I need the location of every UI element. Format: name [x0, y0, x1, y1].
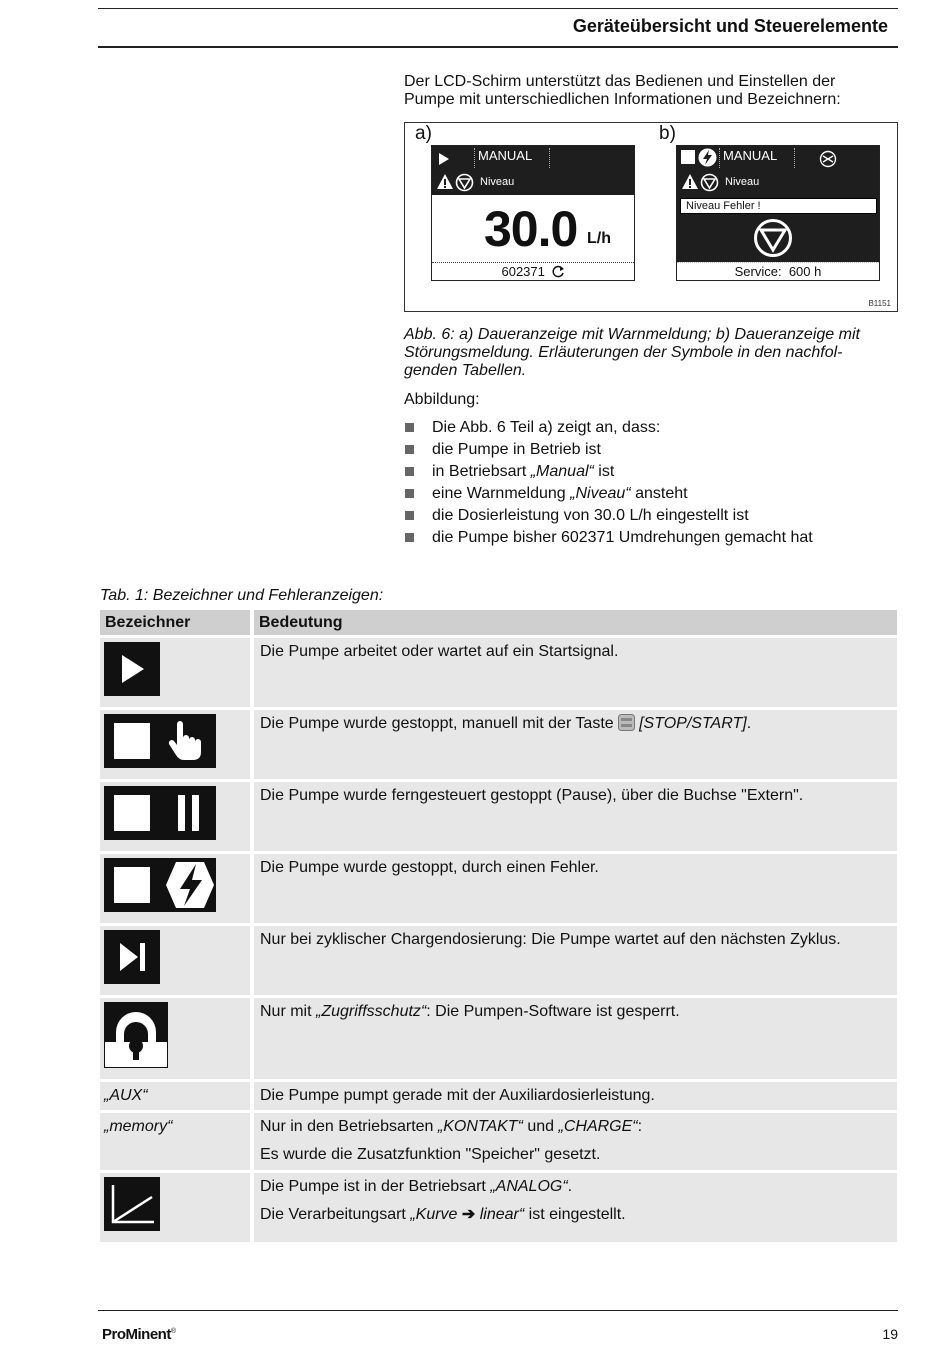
abbildung-label: Abbildung: — [404, 391, 480, 408]
lcd-b-mode: MANUAL — [723, 148, 778, 163]
stop-icon — [681, 150, 695, 164]
lcd-b-service-bar — [677, 262, 879, 280]
row-text: Die Pumpe pumpt gerade mit der Auxiliardosierleistung. — [254, 1082, 897, 1113]
lcd-b-error-message: Niveau Fehler ! — [680, 198, 877, 214]
analog-curve-icon — [104, 1177, 160, 1231]
row-text: Die Pumpe wurde gestoppt, durch einen Fehler. — [254, 854, 897, 926]
error-bolt-icon — [698, 148, 717, 167]
lcd-a-mode: MANUAL — [478, 148, 533, 163]
list-item: in Betriebsart „Manual“ ist — [404, 462, 884, 484]
warning-icon — [436, 173, 454, 190]
list-item: die Pumpe in Betrieb ist — [404, 440, 884, 462]
table-row: „memory“ Nur in den Betriebsarten „KONTAKT“ und „CHARGE“: Es wurde die Zusatzfunktion "Speicher" gesetzt. — [100, 1113, 897, 1173]
table-header-row — [100, 610, 897, 638]
row-text: Die Pumpe wurde ferngesteuert gestoppt (Pause), über die Buchse "Extern". — [254, 782, 897, 854]
row-label-aux: „AUX“ — [104, 1087, 148, 1104]
skip-icon — [104, 930, 160, 984]
level-error-icon — [753, 218, 793, 258]
figure-label-b: b) — [659, 123, 676, 144]
warning-icon — [681, 173, 699, 190]
row-text: Die Pumpe arbeitet oder wartet auf ein Startsignal. — [254, 638, 897, 710]
figure-code: B1151 — [868, 299, 891, 308]
stop-error-icon — [104, 858, 216, 912]
lcd-b-warning: Niveau — [725, 176, 760, 188]
lcd-b-status-bar — [677, 146, 879, 195]
column-header-bedeutung: Bedeutung — [254, 610, 897, 638]
symbols-table — [100, 610, 897, 1245]
flow-meter-icon — [819, 150, 837, 168]
table-row: Die Pumpe ist in der Betriebsart „ANALOG“. Die Verarbeitungsart „Kurve ➔ linear“ ist eingestellt. — [100, 1173, 897, 1245]
table-row: Nur mit „Zugriffsschutz“: Die Pumpen-Software ist gesperrt. — [100, 998, 897, 1082]
column-header-bezeichner: Bezeichner — [100, 610, 254, 638]
lcd-b-service: Service: 600 h — [734, 264, 822, 279]
prominent-logo: ProMinent® — [102, 1326, 176, 1343]
footer-rule — [98, 1310, 898, 1311]
figure-caption: Abb. 6: a) Daueranzeige mit Warnmeldung; b) Daueranzeige mit Störungsmeldung. Erläuterungen der Symbole in den nachfol-genden Tabellen. — [404, 326, 860, 379]
row-label-memory: „memory“ — [104, 1118, 173, 1135]
level-icon — [455, 173, 474, 192]
header-rule-top — [98, 8, 898, 9]
table-row: Die Pumpe wurde gestoppt, manuell mit der Taste [STOP/START]. — [100, 710, 897, 782]
row-text: Nur bei zyklischer Chargendosierung: Die Pumpe wartet auf den nächsten Zyklus. — [254, 926, 897, 998]
lock-icon — [104, 1002, 168, 1068]
bullet-list — [404, 418, 884, 550]
table-caption: Tab. 1: Bezeichner und Fehleranzeigen: — [100, 587, 384, 604]
play-icon — [104, 642, 160, 696]
lcd-a-status-bar — [432, 146, 634, 195]
table-row — [100, 926, 897, 998]
page-number: 19 — [882, 1326, 898, 1342]
list-item: eine Warnmeldung „Niveau“ ansteht — [404, 484, 884, 506]
header-rule-bottom — [98, 46, 898, 48]
rotation-icon — [552, 265, 565, 278]
lcd-a-value: 30.0 — [484, 201, 578, 257]
level-icon — [700, 173, 719, 192]
list-item: die Dosierleistung von 30.0 L/h eingestellt ist — [404, 506, 884, 528]
stop-pause-icon — [104, 786, 216, 840]
play-icon — [438, 152, 450, 166]
lcd-screen-a — [431, 145, 635, 281]
table-row — [100, 638, 897, 710]
stop-hand-icon — [104, 714, 216, 768]
list-item: die Pumpe bisher 602371 Umdrehungen gemacht hat — [404, 528, 884, 550]
table-row — [100, 782, 897, 854]
lcd-a-counter: 602371 — [501, 264, 545, 279]
figure-label-a: a) — [415, 123, 432, 144]
lcd-screen-b — [676, 145, 880, 281]
lcd-figure — [404, 122, 898, 312]
lcd-a-counter-bar — [432, 262, 634, 280]
table-row — [100, 1082, 897, 1113]
arrow-right-icon: ➔ — [461, 1206, 476, 1223]
table-row — [100, 854, 897, 926]
stop-start-key-icon — [618, 714, 635, 731]
list-item: Die Abb. 6 Teil a) zeigt an, dass: — [404, 418, 884, 440]
lcd-a-unit: L/h — [587, 230, 611, 247]
lcd-a-warning: Niveau — [480, 176, 515, 188]
intro-paragraph: Der LCD-Schirm unterstützt das Bedienen und Einstellen der Pumpe mit unterschiedlichen Informationen und Bezeichnern: — [404, 73, 841, 108]
page-header-title: Geräteübersicht und Steuerelemente — [572, 16, 888, 36]
